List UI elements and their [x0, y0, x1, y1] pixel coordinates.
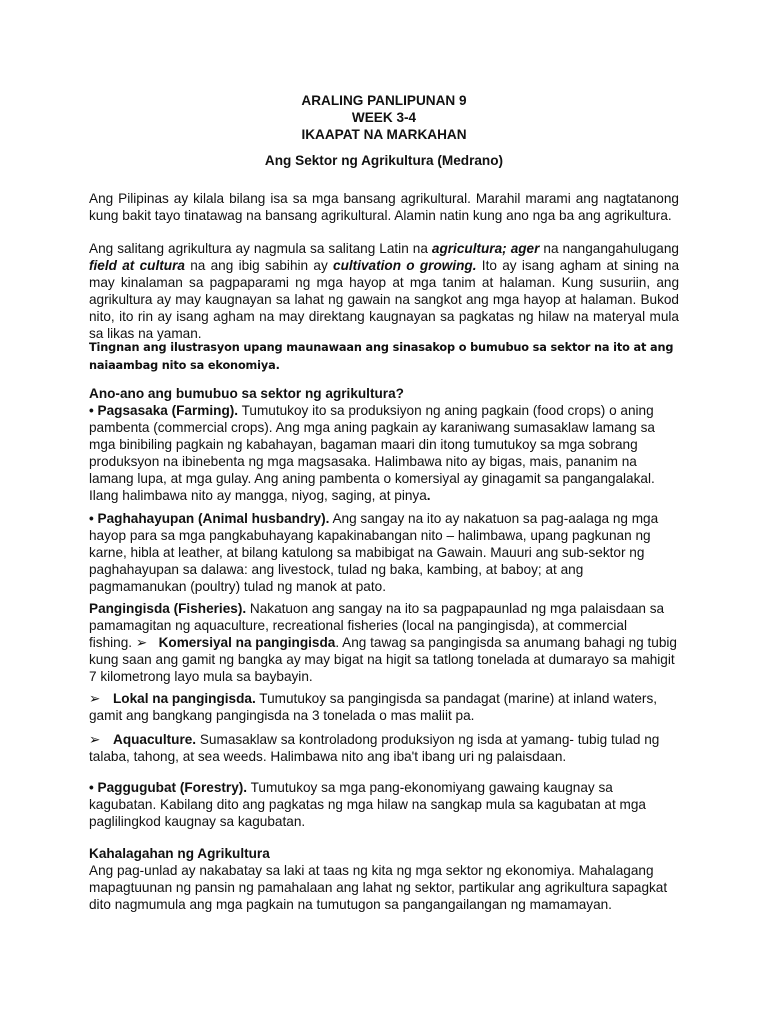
- intro-paragraph-2: Ang salitang agrikultura ay nagmula sa salitang Latin na agricultura; ager na nangangahulugang field at cultura na ang ibig sabihin ay cultivation o growing. Ito ay isang agham at sining na may kinalaman sa pagpaparami ng mga hayop at mga tanim at halaman. Kung susuriin, ang agrikultura ay may kaugnayan sa lahat ng gawain na sangkot ang mga hayop at halaman. Bukod nito, ito rin ay isang agham na may direktang kaugnayan sa pagkatas ng hilaw na materyal mula sa likas na yaman.: [89, 241, 680, 341]
- lesson-title: Ang Sektor ng Agrikultura (Medrano): [264, 153, 504, 168]
- term-cultivation: cultivation o growing.: [333, 257, 477, 273]
- section-heading-components: Ano-ano ang bumubuo sa sektor ng agrikultura?: [89, 386, 404, 401]
- lokal-label: Lokal na pangingisda.: [113, 691, 256, 706]
- document-header: [0, 92, 768, 143]
- term-agricultura: agricultura; ager: [431, 241, 540, 256]
- intro-paragraph-1: Ang Pilipinas ay kilala bilang isa sa mga bansang agrikultural. Marahil marami ang nagtatanong kung bakit tayo tinatawag na bansang agrikultural. Alamin natin kung ano nga ba ang agrikultura.: [89, 191, 679, 223]
- illustration-note: Tingnan ang ilustrasyon upang maunawaan ang sinasakop o bumubuo sa sektor na ito at ang naiaambag nito sa ekonomiya.: [89, 341, 674, 372]
- farming-label: • Pagsasaka (Farming).: [89, 403, 239, 418]
- arrow-icon: ➢: [135, 634, 148, 650]
- aquaculture-label: Aquaculture.: [113, 732, 197, 747]
- arrow-icon: ➢: [89, 732, 101, 747]
- forestry-label: • Paggugubat (Forestry).: [89, 780, 248, 795]
- komersiyal-label: Komersiyal na pangingisda: [158, 634, 336, 650]
- forestry-paragraph: • Paggugubat (Forestry). Tumutukoy sa mga pang-ekonomiyang gawaing kaugnay sa kagubatan. Kabilang dito ang pagkatas ng mga hilaw na sangkap mula sa kagubatan at mga paglilingkod kaugnay sa kagubatan.: [89, 780, 646, 829]
- arrow-icon: ➢: [89, 691, 101, 706]
- animal-husbandry-label: • Paghahayupan (Animal husbandry).: [89, 511, 330, 526]
- section-heading-importance: Kahalagahan ng Agrikultura: [89, 846, 270, 861]
- week-label: WEEK 3-4: [351, 110, 417, 125]
- animal-husbandry-paragraph: • Paghahayupan (Animal husbandry). Ang sangay na ito ay nakatuon sa pag-aalaga ng mga hayop para sa mga pangkabuhayang kapakinabangan nito – halimbawa, upang pagkunan ng karne, hibla at leather, at bilang katulong sa mabibigat na Gawain. Mauuri ang sub-sektor ng paghahayupan sa dalawa: ang livestock, tulad ng baka, kambing, at baboy; at ang pagmamanukan (poultry) tulad ng manok at pato.: [89, 511, 659, 594]
- fisheries-paragraph: Pangingisda (Fisheries). Nakatuon ang sangay na ito sa pagpapaunlad ng mga palaisdaan sa pamamagitan ng aquaculture, recreational fisheries (local na pangingisda), at commercial fishing. ➢ Komersiyal na pangingisda. Ang tawag sa pangingisda sa anumang bahagi ng tubig kung saan ang gamit ng bangka ay may bigat na higit sa tatlong tonelada at dumarayo sa mahigit 7 kilometrong layo mula sa baybayin.: [89, 601, 677, 684]
- quarter-label: IKAAPAT NA MARKAHAN: [301, 127, 467, 142]
- subject-title: ARALING PANLIPUNAN 9: [301, 93, 467, 108]
- lokal-paragraph: ➢ Lokal na pangingisda. Tumutukoy sa pangingisda sa pandagat (marine) at inland waters, gamit ang bangkang pangingisda na 3 tonelada o mas maliit pa.: [89, 691, 658, 723]
- farming-paragraph: • Pagsasaka (Farming). Tumutukoy ito sa produksiyon ng aning pagkain (food crops) o aning pambenta (commercial crops). Ang mga aning pagkain ay karaniwang sumasaklaw lamang sa mga binibiling pagkain ng kabahayan, bagaman maari din itong tumutukoy sa mga sobrang produksyon na ibinebenta ng mga magsasaka. Halimbawa nito ay bigas, mais, pananim na lamang lupa, at mga gulay. Ang aning pambenta o komersiyal ay ginagamit sa pangangalakal. Ilang halimbawa nito ay mangga, niyog, saging, at pinya.: [89, 403, 655, 503]
- aquaculture-paragraph: ➢ Aquaculture. Sumasaklaw sa kontroladong produksiyon ng isda at yamang- tubig tulad ng talaba, tahong, at sea weeds. Halimbawa nito ang iba't ibang uri ng palaisdaan.: [89, 732, 660, 764]
- fisheries-label: Pangingisda (Fisheries).: [89, 601, 247, 616]
- term-field-cultura: field at cultura: [89, 257, 185, 273]
- importance-paragraph: Ang pag-unlad ay nakabatay sa laki at taas ng kita ng mga sektor ng ekonomiya. Mahalagang mapagtuunan ng pansin ng pamahalaan ang lahat ng sektor, partikular ang agrikultura sapagkat dito nagmumula ang mga pagkain na tumutugon sa pangangailangan ng mamamayan.: [89, 863, 668, 912]
